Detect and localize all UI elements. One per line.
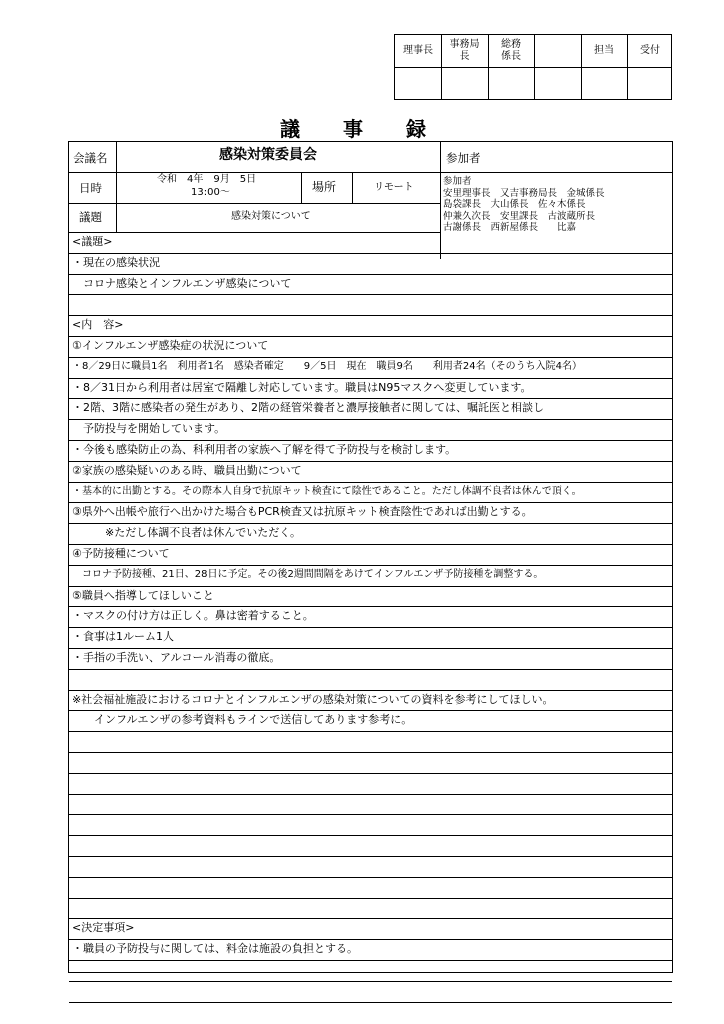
document-title: 議 事 録 — [280, 117, 444, 141]
participant-line: 安里理事長 又吉事務局長 金城係長 — [443, 187, 605, 199]
participants-label: 参加者 — [446, 151, 481, 165]
minutes-form — [68, 141, 673, 973]
participant-line: 参加者 — [443, 176, 472, 187]
minutes-line: ・今後も感染防止の為、科利用者の家族へ了解を得て予防投与を検討します。 — [72, 443, 457, 456]
minutes-line: ・8／29日に職員1名 利用者1名 感染者確定 9／5日 現在 職員9名 利用者24名（そのうち入院4名） — [72, 361, 582, 372]
place-value: リモート — [374, 182, 414, 193]
minutes-line: ①インフルエンザ感染症の状況について — [72, 339, 269, 352]
minutes-line: ⑤職員へ指導してほしいこと — [72, 589, 214, 602]
stamp-header-3 — [534, 35, 581, 67]
participant-line: 古謝係長 西新屋係長 比嘉 — [443, 222, 577, 233]
minutes-line: ②家族の感染疑いのある時、職員出勤について — [72, 464, 302, 477]
minutes-line: <内 容> — [72, 318, 124, 331]
minutes-line: ・現在の感染状況 — [72, 256, 160, 269]
minutes-line: <議題> — [72, 235, 113, 248]
stamp-header-5: 受付 — [640, 45, 660, 56]
stamp-header-4: 担当 — [594, 45, 614, 56]
minutes-line: ④予防接種について — [72, 547, 170, 560]
minutes-line: インフルエンザの参考資料もラインで送信してあります参考に。 — [72, 713, 413, 726]
minutes-line: ※ただし体調不良者は休んでいただく。 — [72, 526, 301, 539]
stamp-header-1: 事務局 長 — [449, 39, 480, 62]
agenda-label: 議題 — [79, 210, 102, 224]
minutes-line: <決定事項> — [72, 921, 135, 934]
minutes-line: コロナ感染とインフルエンザ感染について — [72, 277, 292, 290]
date-line-2: 13:00～ — [191, 187, 230, 198]
agenda-value: 感染対策について — [231, 211, 311, 222]
minutes-line: ※社会福祉施設におけるコロナとインフルエンザの感染対策についての資料を参考にしてほしい。 — [72, 693, 554, 706]
date-label: 日時 — [79, 181, 102, 195]
minutes-line: ③県外へ出帳や旅行へ出かけた場合もPCR検査又は抗原キット検査陰性であれば出勤とする。 — [72, 505, 533, 518]
minutes-line: ・8／31日から利用者は居室で隔離し対応しています。職員はN95マスクへ変更しています。 — [72, 381, 532, 394]
minutes-line: ・手指の手洗い、アルコール消毒の徹底。 — [72, 651, 281, 664]
stamp-header-2: 総務 係長 — [501, 39, 521, 62]
minutes-line: ・職員の予防投与に関しては、料金は施設の負担とする。 — [72, 942, 358, 955]
participant-line: 島袋課長 大山係長 佐々木係長 — [443, 199, 586, 210]
approval-stamp-table — [394, 34, 672, 100]
meeting-name: 感染対策委員会 — [219, 147, 317, 163]
minutes-line: コロナ予防接種、21日、28日に予定。その後2週間間隔をあけてインフルエンザ予防接種を調整する。 — [72, 569, 544, 580]
minutes-line: ・マスクの付け方は正しく。鼻は密着すること。 — [72, 609, 314, 622]
date-line-1: 令和 4年 9月 5日 — [157, 174, 257, 185]
minutes-line: ・食事は1ルーム1人 — [72, 630, 174, 643]
participant-line: 仲兼久次長 安里課長 古波蔵所長 — [443, 210, 596, 222]
stamp-header-0: 理事長 — [403, 45, 433, 56]
minutes-line: ・2階、3階に感染者の発生があり、2階の経管栄養者と濃厚接触者に関しては、嘱託医と相談し — [72, 401, 544, 414]
meeting-name-label: 会議名 — [73, 151, 108, 165]
minutes-line: 予防投与を開始しています。 — [72, 422, 226, 435]
minutes-line: ・基本的に出勤とする。その際本人自身で抗原キット検査にて陰性であること。ただし体調不良者は休んで頂く。 — [72, 486, 582, 497]
place-label: 場所 — [312, 180, 337, 194]
minutes-body — [69, 142, 672, 972]
